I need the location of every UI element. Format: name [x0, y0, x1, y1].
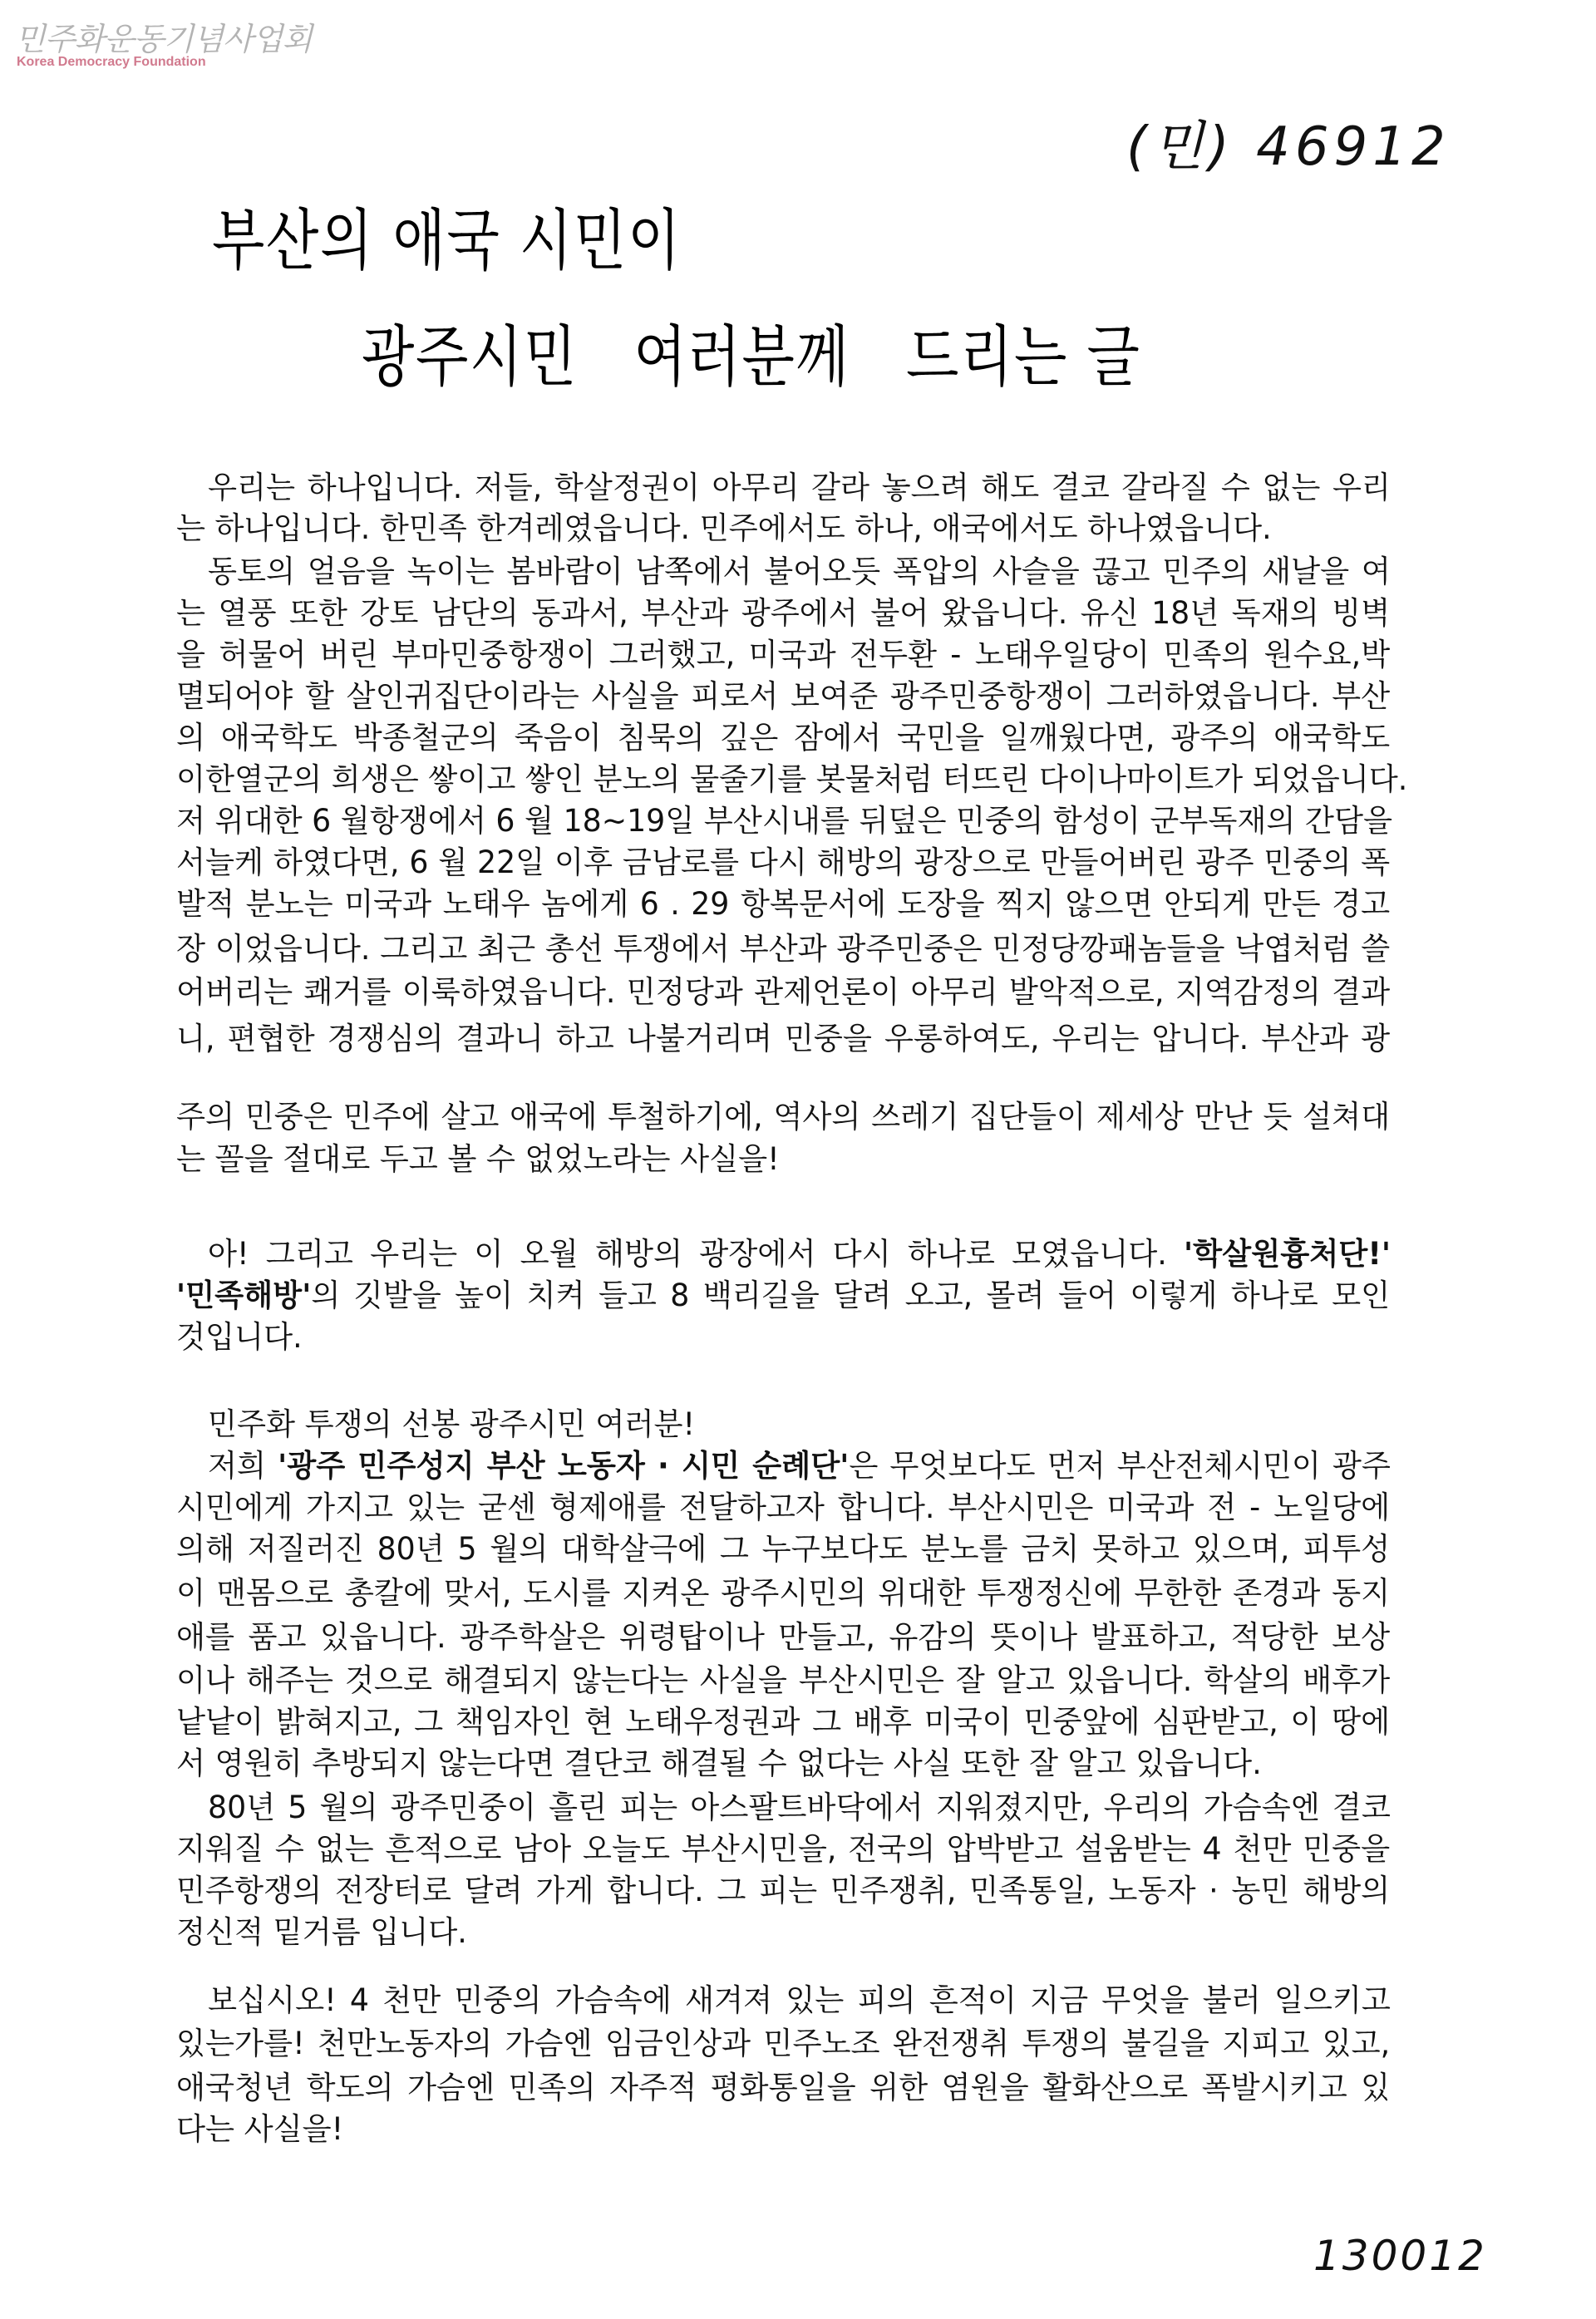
archive-number-handwritten: (민) 46912 [1126, 116, 1451, 178]
body-line: 정신적 밑거름 입니다. [176, 1914, 467, 1950]
body-line: 우리는 하나입니다. 저들, 학살정권이 아무리 갈라 놓으려 해도 결코 갈라질 수 없는 우리 [208, 470, 1391, 505]
page-number-handwritten: 130012 [1313, 2232, 1487, 2280]
body-line: 서늘케 하였다면, 6 월 22일 이후 금남로를 다시 해방의 광장으로 만들어버린 광주 민중의 폭 [176, 844, 1391, 880]
body-line: 낱낱이 밝혀지고, 그 책임자인 현 노태우정권과 그 배후 미국이 민중앞에 심판받고, 이 땅에 [176, 1704, 1391, 1740]
body-line: 이 맨몸으로 총칼에 맞서, 도시를 지켜온 광주시민의 위대한 투쟁정신에 무한한 존경과 동지 [176, 1575, 1391, 1611]
group-name-emphasis: '광주 민주성지 부산 노동자 · 시민 순례단' [278, 1448, 850, 1484]
body-line: 보십시오! 4 천만 민중의 가슴속에 새겨져 있는 피의 흔적이 지금 무엇을 불러 일으키고 [208, 1982, 1391, 2018]
body-line: 지워질 수 없는 흔적으로 남아 오늘도 부산시민을, 전국의 압박받고 설움받는 4 천만 민중을 [176, 1831, 1391, 1867]
salutation: 민주화 투쟁의 선봉 광주시민 여러분! [208, 1406, 696, 1442]
body-line: 는 꼴을 절대로 두고 볼 수 없었노라는 사실을! [176, 1141, 780, 1177]
body-line: 80년 5 월의 광주민중이 흘린 피는 아스팔트바닥에서 지워졌지만, 우리의 가슴속엔 결코 [208, 1790, 1391, 1825]
body-line: 주의 민중은 민주에 살고 애국에 투철하기에, 역사의 쓰레기 집단들이 제세상 만난 듯 설쳐대 [176, 1099, 1391, 1135]
body-text: 아! 그리고 우리는 이 오월 해방의 광장에서 다시 하나로 모였읍니다. [208, 1236, 1185, 1272]
body-text: 저희 [208, 1448, 278, 1484]
body-line: 멸되어야 할 살인귀집단이라는 사실을 피로서 보여준 광주민중항쟁이 그러하였읍니다. 부산 [176, 678, 1391, 714]
body-line: 는 열풍 또한 강토 남단의 동과서, 부산과 광주에서 불어 왔읍니다. 유신 18년 독재의 빙벽 [176, 595, 1391, 631]
body-line [208, 1448, 1391, 1484]
body-line: 애를 품고 있읍니다. 광주학살은 위령탑이나 만들고, 유감의 뜻이나 발표하고, 적당한 보상 [176, 1619, 1391, 1655]
body-line: 이한열군의 희생은 쌓이고 쌓인 분노의 물줄기를 봇물처럼 터뜨린 다이나마이트가 되었읍니다. [176, 761, 1408, 797]
body-line: 을 허물어 버린 부마민중항쟁이 그러했고, 미국과 전두환 - 노태우일당이 민족의 원수요,박 [176, 637, 1391, 672]
body-line [176, 1278, 1390, 1314]
body-line: 민주항쟁의 전장터로 달려 가게 합니다. 그 피는 민주쟁취, 민족통일, 노동자 · 농민 해방의 [176, 1873, 1391, 1908]
body-line: 동토의 얼음을 녹이는 봄바람이 남쪽에서 불어오듯 폭압의 사슬을 끊고 민주의 새날을 여 [208, 554, 1391, 589]
logo-korean: 민주화운동기념사업회 [15, 21, 313, 57]
body-line: 어버리는 쾌거를 이룩하였읍니다. 민정당과 관제언론이 아무리 발악적으로, 지역감정의 결과 [176, 974, 1391, 1010]
body-line: 있는가를! 천만노동자의 가슴엔 임금인상과 민주노조 완전쟁취 투쟁의 불길을 지피고 있고, [176, 2026, 1391, 2061]
body-line: 다는 사실을! [176, 2111, 344, 2147]
body-line: 이나 해주는 것으로 해결되지 않는다는 사실을 부산시민은 잘 알고 있읍니다. 학살의 배후가 [176, 1662, 1391, 1698]
body-line: 니, 편협한 경쟁심의 결과니 하고 나불거리며 민중을 우롱하여도, 우리는 압니다. 부산과 광 [176, 1021, 1391, 1056]
body-text: 의 깃발을 높이 치켜 들고 8 백리길을 달려 오고, 몰려 들어 이렇게 하나로 모인 [311, 1278, 1391, 1313]
body-line: 발적 분노는 미국과 노태우 놈에게 6 . 29 항복문서에 도장을 찍지 않으면 안되게 만든 경고 [176, 886, 1391, 922]
body-line: 애국청년 학도의 가슴엔 민족의 자주적 평화통일을 위한 염원을 활화산으로 폭발시키고 있 [176, 2070, 1391, 2105]
page-title-line-1: 부산의 애국 시민이 [212, 202, 682, 279]
body-line: 것입니다. [176, 1319, 303, 1355]
body-text: 은 무엇보다도 먼저 부산전체시민이 광주 [849, 1448, 1391, 1484]
logo-english: Korea Democracy Foundation [17, 55, 206, 69]
body-line: 저 위대한 6 월항쟁에서 6 월 18~19일 부산시내를 뒤덮은 민중의 함성이 군부독재의 간담을 [176, 803, 1393, 839]
body-line: 의 애국학도 박종철군의 죽음이 침묵의 깊은 잠에서 국민을 일깨웠다면, 광주의 애국학도 [176, 720, 1391, 756]
body-line: 의해 저질러진 80년 5 월의 대학살극에 그 누구보다도 분노를 금치 못하고 있으며, 피투성 [176, 1531, 1391, 1567]
body-line: 장 이었읍니다. 그리고 최근 총선 투쟁에서 부산과 광주민중은 민정당깡패놈들을 낙엽처럼 쓸 [176, 931, 1391, 967]
body-line: 시민에게 가지고 있는 굳센 형제애를 전달하고자 합니다. 부산시민은 미국과 전 - 노일당에 [176, 1489, 1391, 1525]
body-line: 는 하나입니다. 한민족 한겨레였읍니다. 민주에서도 하나, 애국에서도 하나였읍니다. [176, 510, 1272, 546]
slogan-emphasis: '학살원흉처단!' [1184, 1236, 1391, 1272]
slogan-emphasis: '민족해방' [176, 1278, 312, 1313]
page-title-line-2: 광주시민 여러분께 드리는 글 [362, 318, 1141, 396]
body-line [208, 1236, 1391, 1273]
body-line: 서 영원히 추방되지 않는다면 결단코 해결될 수 없다는 사실 또한 잘 알고 있읍니다. [176, 1745, 1262, 1781]
